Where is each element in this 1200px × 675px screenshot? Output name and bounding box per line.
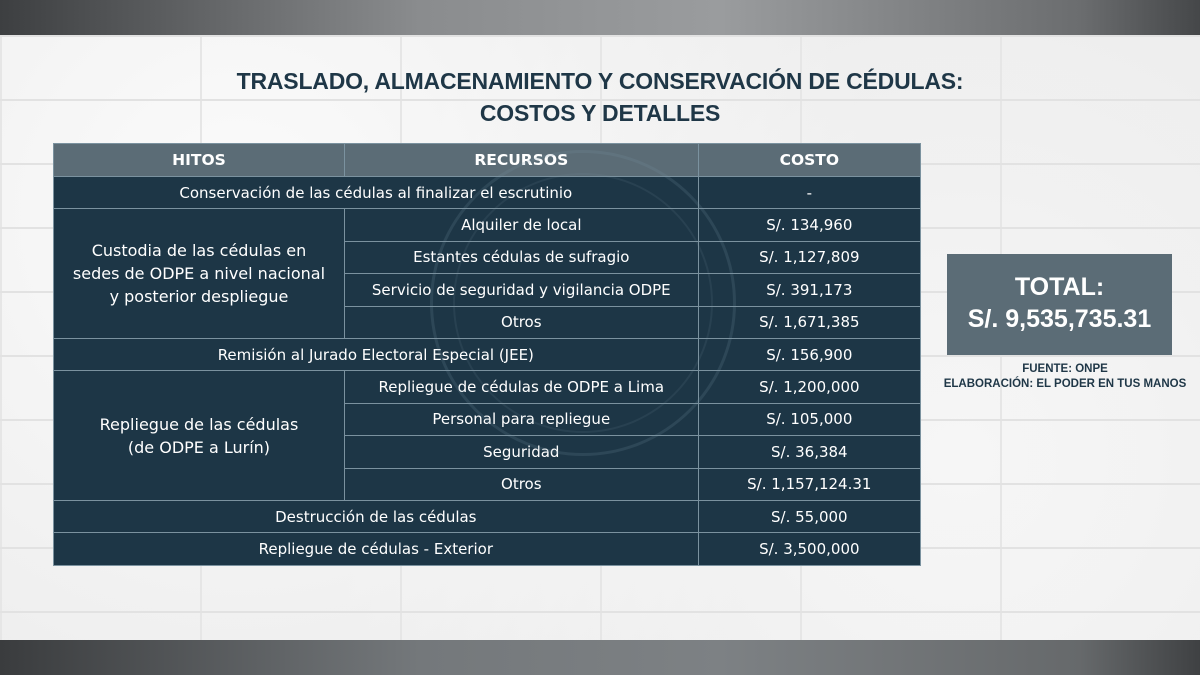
costo-cell: S/. 1,157,124.31 bbox=[698, 468, 920, 500]
recurso-cell: Alquiler de local bbox=[344, 209, 698, 241]
table-row bbox=[54, 209, 921, 241]
header-costo: COSTO bbox=[698, 144, 920, 177]
title-line-2: COSTOS Y DETALLES bbox=[479, 100, 721, 126]
hito-line: y posterior despliegue bbox=[109, 287, 289, 307]
costo-cell: S/. 105,000 bbox=[698, 403, 920, 435]
table-header-row bbox=[54, 144, 921, 177]
source-credits bbox=[930, 362, 1200, 392]
total-box bbox=[947, 254, 1172, 355]
header-hitos: HITOS bbox=[54, 144, 345, 177]
recurso-cell: Estantes cédulas de sufragio bbox=[344, 241, 698, 273]
recurso-cell: Seguridad bbox=[344, 436, 698, 468]
recurso-cell: Otros bbox=[344, 306, 698, 338]
top-letterbox-bar bbox=[0, 0, 1200, 35]
hito-line: Custodia de las cédulas en bbox=[91, 241, 307, 261]
costo-cell: S/. 1,200,000 bbox=[698, 371, 920, 403]
costo-cell: S/. 36,384 bbox=[698, 436, 920, 468]
hito-line: sedes de ODPE a nivel nacional bbox=[72, 264, 326, 284]
costo-cell: S/. 134,960 bbox=[698, 209, 920, 241]
table-row bbox=[54, 500, 921, 532]
hito-cell: Repliegue de cédulas - Exterior bbox=[54, 533, 699, 565]
infographic-canvas bbox=[0, 35, 1200, 640]
costo-cell: S/. 55,000 bbox=[698, 500, 920, 532]
hito-cell: Remisión al Jurado Electoral Especial (JEE) bbox=[54, 338, 699, 370]
costs-table bbox=[53, 143, 921, 566]
hito-cell-repliegue bbox=[54, 371, 345, 501]
costo-cell: S/. 3,500,000 bbox=[698, 533, 920, 565]
costo-cell: S/. 156,900 bbox=[698, 338, 920, 370]
table-row bbox=[54, 533, 921, 565]
costo-cell: - bbox=[698, 177, 920, 209]
recurso-cell: Repliegue de cédulas de ODPE a Lima bbox=[344, 371, 698, 403]
hito-cell: Destrucción de las cédulas bbox=[54, 500, 699, 532]
costo-cell: S/. 1,127,809 bbox=[698, 241, 920, 273]
source-elaboracion: ELABORACIÓN: EL PODER EN TUS MANOS bbox=[943, 378, 1187, 390]
total-label: TOTAL: bbox=[1014, 273, 1105, 301]
hito-cell-custodia bbox=[54, 209, 345, 339]
page-title bbox=[0, 65, 1200, 129]
costo-cell: S/. 1,671,385 bbox=[698, 306, 920, 338]
table-row bbox=[54, 177, 921, 209]
hito-line: Repliegue de las cédulas bbox=[99, 414, 299, 434]
recurso-cell: Personal para repliegue bbox=[344, 403, 698, 435]
source-fuente: FUENTE: ONPE bbox=[1022, 363, 1108, 375]
table-row bbox=[54, 371, 921, 403]
bottom-letterbox-bar bbox=[0, 640, 1200, 675]
hito-line: (de ODPE a Lurín) bbox=[127, 437, 271, 457]
hito-cell: Conservación de las cédulas al finalizar el escrutinio bbox=[54, 177, 699, 209]
table-row bbox=[54, 338, 921, 370]
total-value: S/. 9,535,735.31 bbox=[967, 305, 1152, 333]
recurso-cell: Otros bbox=[344, 468, 698, 500]
recurso-cell: Servicio de seguridad y vigilancia ODPE bbox=[344, 274, 698, 306]
title-line-1: TRASLADO, ALMACENAMIENTO Y CONSERVACIÓN DE CÉDULAS: bbox=[236, 68, 964, 94]
costo-cell: S/. 391,173 bbox=[698, 274, 920, 306]
header-recursos: RECURSOS bbox=[344, 144, 698, 177]
